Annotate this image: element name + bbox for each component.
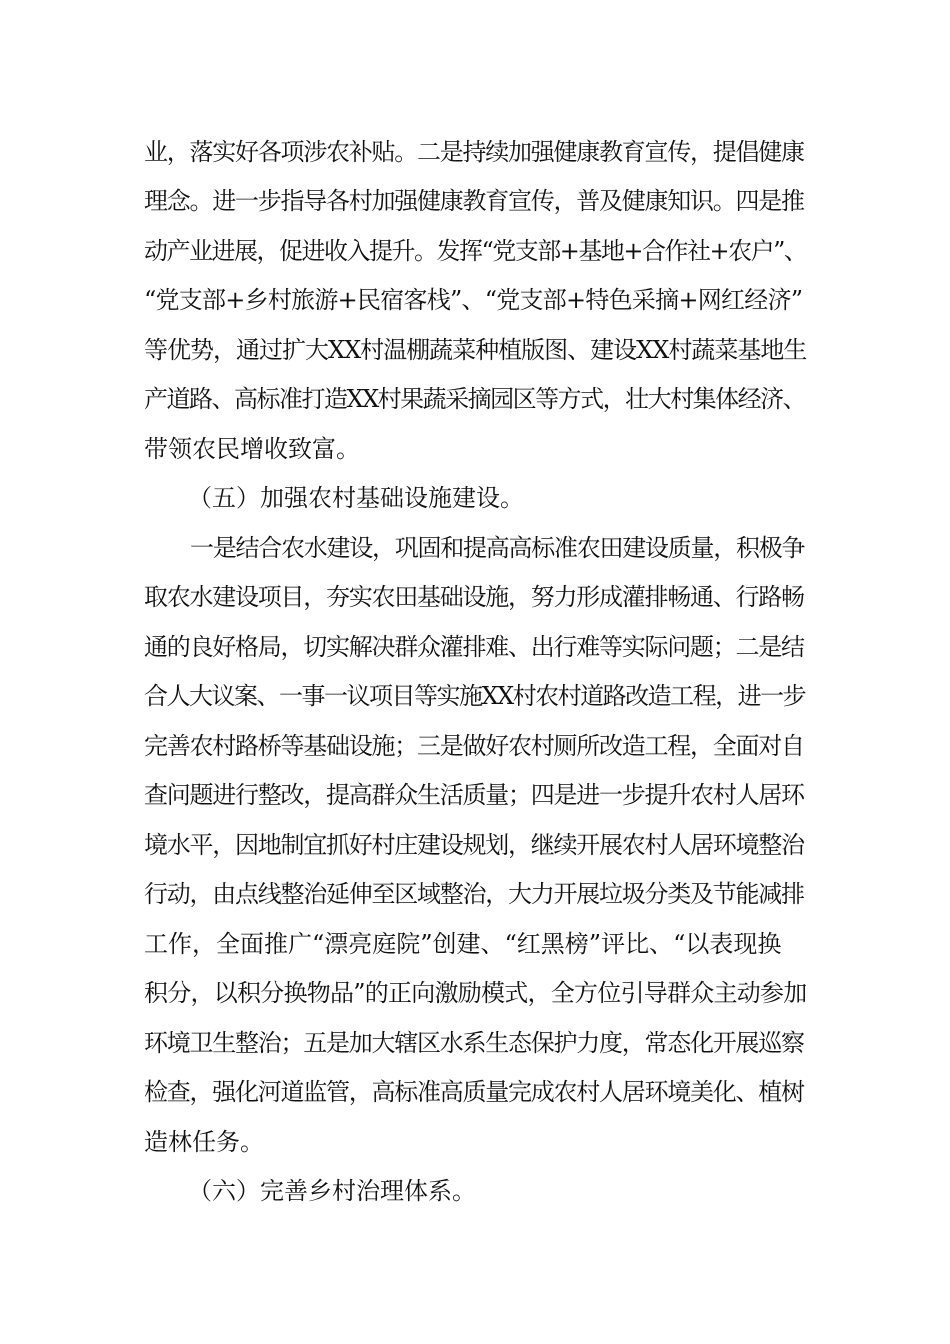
- body-line: 合人大议案、一事一议项目等实施XX村农村道路改造工程，进一步: [144, 682, 806, 710]
- body-line: 造林任务。: [144, 1128, 264, 1156]
- body-line: 理念。进一步指导各村加强健康教育宣传，普及健康知识。四是推: [144, 187, 804, 215]
- body-line: “党支部+乡村旅游+民宿客栈”、“党支部+特色采摘+网红经济”: [144, 286, 803, 314]
- body-line: 业，落实好各项涉农补贴。二是持续加强健康教育宣传，提倡健康: [144, 138, 804, 166]
- body-line: 积分，以积分换物品”的正向激励模式，全方位引导群众主动参加: [144, 979, 807, 1007]
- body-line: 检查，强化河道监管，高标准高质量完成农村人居环境美化、植树: [144, 1078, 804, 1106]
- body-line: 完善农村路桥等基础设施；三是做好农村厕所改造工程，全面对自: [144, 732, 804, 760]
- body-line: 通的良好格局，切实解决群众灌排难、出行难等实际问题；二是结: [144, 633, 804, 661]
- body-line: 带领农民增收致富。: [144, 435, 360, 463]
- section-heading-5: （五）加强农村基础设施建设。: [188, 484, 524, 512]
- body-line: 动产业进展，促进收入提升。发挥“党支部+基地+合作社+农户”、: [144, 237, 807, 265]
- body-line: 等优势，通过扩大XX村温棚蔬菜种植版图、建设XX村蔬菜基地生: [144, 336, 807, 364]
- body-line: 环境卫生整治；五是加大辖区水系生态保护力度，常态化开展巡察: [144, 1029, 804, 1057]
- body-line: 产道路、高标准打造XX村果蔬采摘园区等方式，壮大村集体经济、: [144, 385, 806, 413]
- body-line: 查问题进行整改，提高群众生活质量；四是进一步提升农村人居环: [144, 781, 804, 809]
- body-line: 行动，由点线整治延伸至区域整治，大力开展垃圾分类及节能减排: [144, 880, 804, 908]
- section-heading-6: （六）完善乡村治理体系。: [188, 1177, 476, 1205]
- paragraph-first-line: 一是结合农水建设，巩固和提高高标准农田建设质量，积极争: [190, 534, 805, 562]
- body-line: 工作，全面推广“漂亮庭院”创建、“红黑榜”评比、“以表现换: [144, 930, 782, 958]
- body-line: 取农水建设项目，夯实农田基础设施，努力形成灌排畅通、行路畅: [144, 583, 804, 611]
- body-line: 境水平，因地制宜抓好村庄建设规划，继续开展农村人居环境整治: [144, 831, 804, 859]
